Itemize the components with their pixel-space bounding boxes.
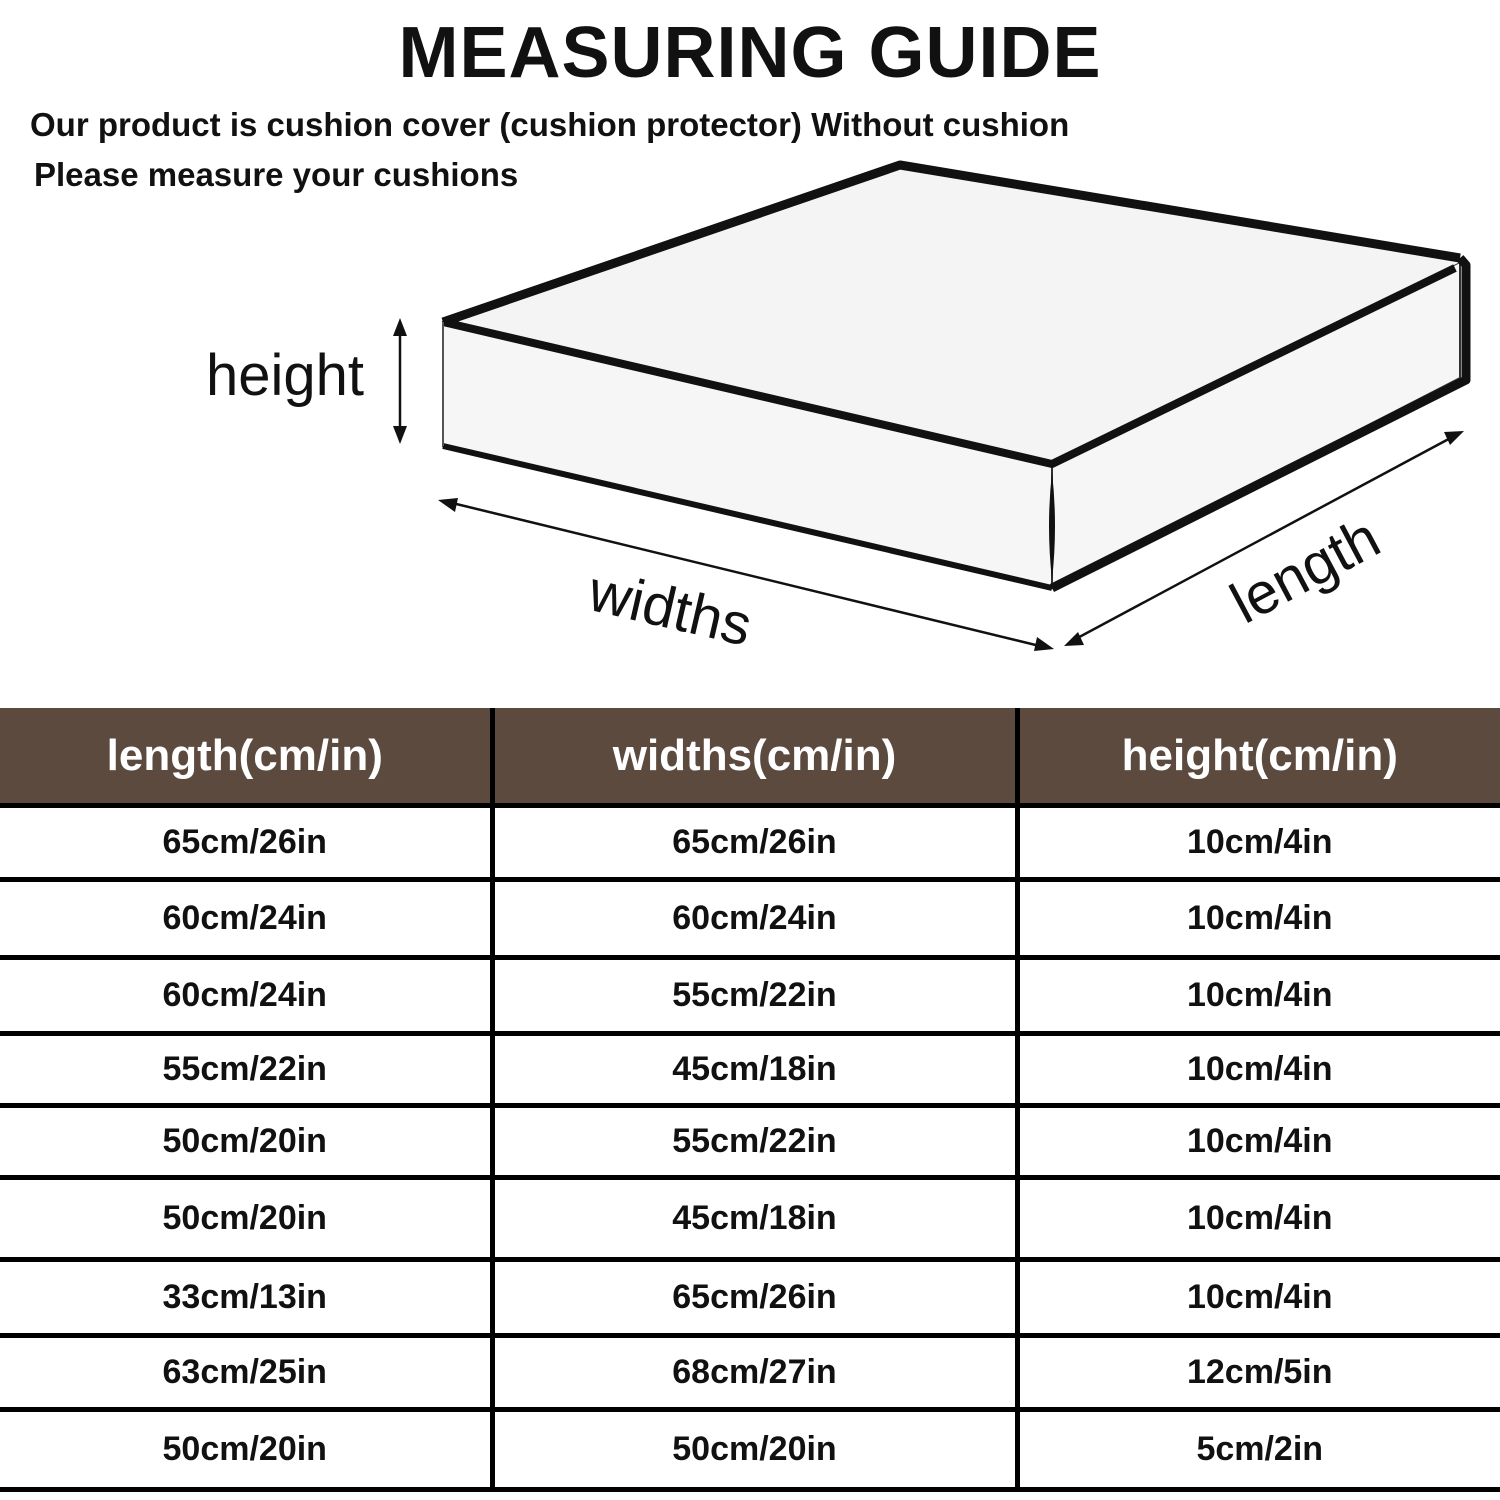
widths-label: widths [582, 558, 758, 659]
table-header-row [0, 708, 1500, 806]
table-row [0, 1336, 1500, 1410]
cell-height: 10cm/4in [1017, 1106, 1500, 1178]
cell-widths: 50cm/20in [492, 1410, 1017, 1490]
cell-length: 65cm/26in [0, 806, 492, 880]
cell-widths: 55cm/22in [492, 958, 1017, 1034]
cell-height: 12cm/5in [1017, 1336, 1500, 1410]
product-note: Our product is cushion cover (cushion protector) Without cushion [30, 106, 1070, 143]
table-row [0, 1178, 1500, 1260]
table-row [0, 806, 1500, 880]
header-length: length(cm/in) [0, 708, 492, 806]
table-row [0, 1106, 1500, 1178]
height-arrow-head-bottom [393, 426, 407, 444]
table-row [0, 880, 1500, 958]
cell-widths: 45cm/18in [492, 1034, 1017, 1106]
header-height: height(cm/in) [1017, 708, 1500, 806]
header-widths: widths(cm/in) [492, 708, 1017, 806]
cell-widths: 45cm/18in [492, 1178, 1017, 1260]
cell-length: 50cm/20in [0, 1106, 492, 1178]
cell-height: 10cm/4in [1017, 1178, 1500, 1260]
length-arrow-head-right [1444, 431, 1464, 445]
cushion-diagram [0, 0, 1500, 700]
cell-widths: 60cm/24in [492, 880, 1017, 958]
table-row [0, 958, 1500, 1034]
cell-height: 10cm/4in [1017, 806, 1500, 880]
size-table [0, 708, 1500, 1492]
widths-arrow-head-left [438, 498, 458, 512]
cell-height: 10cm/4in [1017, 1034, 1500, 1106]
cell-length: 50cm/20in [0, 1410, 492, 1490]
height-arrow-head-top [393, 318, 407, 336]
cell-widths: 55cm/22in [492, 1106, 1017, 1178]
cell-length: 60cm/24in [0, 958, 492, 1034]
cell-height: 10cm/4in [1017, 958, 1500, 1034]
cell-length: 55cm/22in [0, 1034, 492, 1106]
cell-widths: 68cm/27in [492, 1336, 1017, 1410]
cell-length: 50cm/20in [0, 1178, 492, 1260]
table-row [0, 1034, 1500, 1106]
cell-length: 60cm/24in [0, 880, 492, 958]
cell-length: 63cm/25in [0, 1336, 492, 1410]
page-title: MEASURING GUIDE [398, 13, 1102, 93]
table-row [0, 1260, 1500, 1336]
height-label: height [205, 343, 365, 408]
cell-widths: 65cm/26in [492, 1260, 1017, 1336]
length-arrow-head-left [1064, 632, 1084, 646]
cell-length: 33cm/13in [0, 1260, 492, 1336]
widths-arrow-head-right [1034, 637, 1054, 651]
length-label: length [1220, 504, 1391, 637]
cell-height: 10cm/4in [1017, 1260, 1500, 1336]
measure-instruction: Please measure your cushions [34, 156, 519, 193]
cell-height: 5cm/2in [1017, 1410, 1500, 1490]
cell-widths: 65cm/26in [492, 806, 1017, 880]
cell-height: 10cm/4in [1017, 880, 1500, 958]
table-row [0, 1410, 1500, 1490]
